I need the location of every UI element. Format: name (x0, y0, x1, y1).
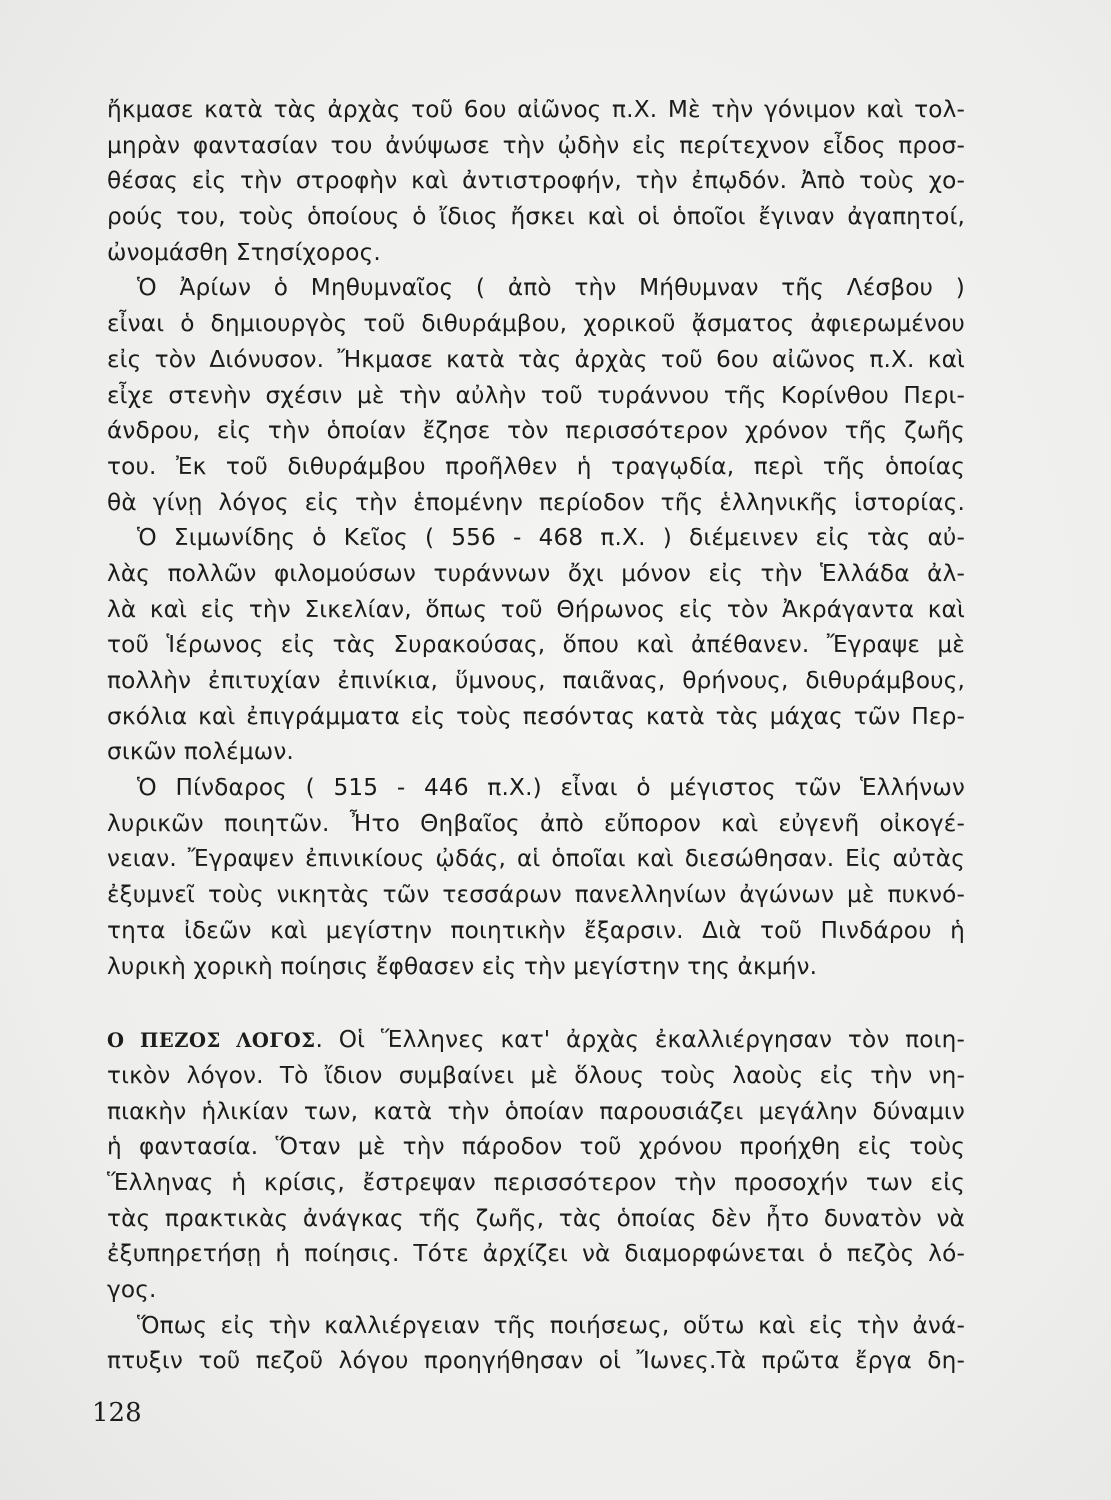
text-line: Ὁ Ἀρίων ὁ Μηθυμναῖος ( ἀπὸ τὴν Μήθυμναν τῆς Λέσβου ) (137, 274, 965, 302)
prose-section-first-line (107, 1022, 965, 1058)
text-line: ἐξυμνεῖ τοὺς νικητὰς τῶν τεσσάρων πανελληνίων ἀγώνων μὲ πυκνό- (107, 881, 965, 909)
text-line: λὰ καὶ εἰς τὴν Σικελίαν, ὅπως τοῦ Θήρωνος εἰς τὸν Ἀκράγαντα καὶ (107, 595, 965, 623)
text-line: πτυξιν τοῦ πεζοῦ λόγου προηγήθησαν οἱ Ἴωνες.Τὰ πρῶτα ἔργα δη- (107, 1347, 965, 1375)
text-line: πολλὴν ἐπιτυχίαν ἐπινίκια, ὕμνους, παιᾶνας, θρήνους, διθυράμβους, (107, 667, 965, 694)
text-line: θέσας εἰς τὴν στροφὴν καὶ ἀντιστροφήν, τὴν ἐπῳδόν. Ἀπὸ τοὺς χο- (107, 167, 965, 195)
text-line: του. Ἐκ τοῦ διθυράμβου προῆλθεν ἡ τραγῳδία, περὶ τῆς ὁποίας (107, 452, 965, 480)
text-line: Ὁ Σιμωνίδης ὁ Κεῖος ( 556 - 468 π.Χ. ) διέμεινεν εἰς τὰς αὐ- (137, 524, 965, 552)
text-line: ὠνομάσθη Στησίχορος. (107, 238, 381, 266)
text-line: μηρὰν φαντασίαν του ἀνύψωσε τὴν ᾠδὴν εἰς περίτεχνον εἶδος προσ- (107, 131, 965, 159)
text-line: Ὅπως εἰς τὴν καλλιέργειαν τῆς ποιήσεως, οὕτω καὶ εἰς τὴν ἀνά- (137, 1311, 965, 1339)
text-line: ἐξυπηρετήσῃ ἡ ποίησις. Τότε ἀρχίζει νὰ διαμορφώνεται ὁ πεζὸς λό- (107, 1240, 965, 1268)
text-line: γος. (107, 1276, 157, 1303)
text-line: εἶχε στενὴν σχέσιν μὲ τὴν αὐλὴν τοῦ τυράννου τῆς Κορίνθου Περι- (107, 381, 965, 409)
text-line: νειαν. Ἔγραψεν ἐπινικίους ᾠδάς, αἱ ὁποῖαι καὶ διεσώθησαν. Εἰς αὐτὰς (107, 845, 965, 873)
text-line: λυρικὴ χορικὴ ποίησις ἔφθασεν εἰς τὴν μεγίστην της ἀκμήν. (107, 952, 818, 980)
text-line: ἡ φαντασία. Ὅταν μὲ τὴν πάροδον τοῦ χρόνου προήχθη εἰς τοὺς (107, 1133, 965, 1161)
text-line: σκόλια καὶ ἐπιγράμματα εἰς τοὺς πεσόντας κατὰ τὰς μάχας τῶν Περ- (107, 702, 965, 730)
text-line: εἶναι ὁ δημιουργὸς τοῦ διθυράμβου, χορικοῦ ᾄσματος ἀφιερωμένου (107, 310, 965, 338)
text-line: άνδρου, εἰς τὴν ὁποίαν ἔζησε τὸν περισσότερον χρόνον τῆς ζωῆς (107, 417, 965, 445)
text-line: Ὁ Πίνδαρος ( 515 - 446 π.Χ.) εἶναι ὁ μέγιστος τῶν Ἑλλήνων (137, 774, 965, 802)
text-line: θὰ γίνῃ λόγος εἰς τὴν ἑπομένην περίοδον τῆς ἑλληνικῆς ἱστορίας. (107, 488, 965, 516)
text-line: τικὸν λόγον. Τὸ ἴδιον συμβαίνει μὲ ὅλους τοὺς λαοὺς εἰς τὴν νη- (107, 1061, 965, 1089)
text-line: λὰς πολλῶν φιλομούσων τυράννων ὄχι μόνον εἰς τὴν Ἑλλάδα ἀλ- (107, 559, 965, 587)
page-body-text (107, 92, 965, 1379)
text-line: τοῦ Ἱέρωνος εἰς τὰς Συρακούσας, ὅπου καὶ ἀπέθανεν. Ἔγραψε μὲ (107, 631, 965, 659)
text-line: Ἕλληνας ἡ κρίσις, ἔστρεψαν περισσότερον τὴν προσοχήν των εἰς (107, 1168, 965, 1196)
text-line: λυρικῶν ποιητῶν. Ἦτο Θηβαῖος ἀπὸ εὔπορον καὶ εὐγενῆ οἰκογέ- (107, 809, 965, 837)
text-line: τητα ἰδεῶν καὶ μεγίστην ποιητικὴν ἔξαρσιν. Διὰ τοῦ Πινδάρου ἡ (107, 916, 965, 944)
text-line: ἤκμασε κατὰ τὰς ἀρχὰς τοῦ 6ου αἰῶνος π.Χ. Μὲ τὴν γόνιμον καὶ τολ- (107, 96, 965, 123)
section-gap (107, 984, 965, 1022)
text-fragment: . Οἱ Ἕλληνες κατ' ἀρχὰς ἐκαλλιέργησαν τὸν ποιη- (315, 1026, 965, 1054)
text-line: πιακὴν ἡλικίαν των, κατὰ τὴν ὁποίαν παρουσιάζει μεγάλην δύναμιν (107, 1097, 965, 1125)
section-heading: Ο ΠΕΖΟΣ ΛΟΓΟΣ (107, 1029, 316, 1053)
text-line: εἰς τὸν Διόνυσον. Ἤκμασε κατὰ τὰς ἀρχὰς τοῦ 6ου αἰῶνος π.Χ. καὶ (107, 345, 965, 373)
page-number: 128 (92, 1398, 142, 1428)
text-line: ρούς του, τοὺς ὁποίους ὁ ἴδιος ἤσκει καὶ οἱ ὁποῖοι ἔγιναν ἀγαπητοί, (107, 203, 965, 231)
text-line: τὰς πρακτικὰς ἀνάγκας τῆς ζωῆς, τὰς ὁποίας δὲν ἦτο δυνατὸν νὰ (107, 1204, 965, 1232)
text-line: σικῶν πολέμων. (107, 738, 294, 766)
